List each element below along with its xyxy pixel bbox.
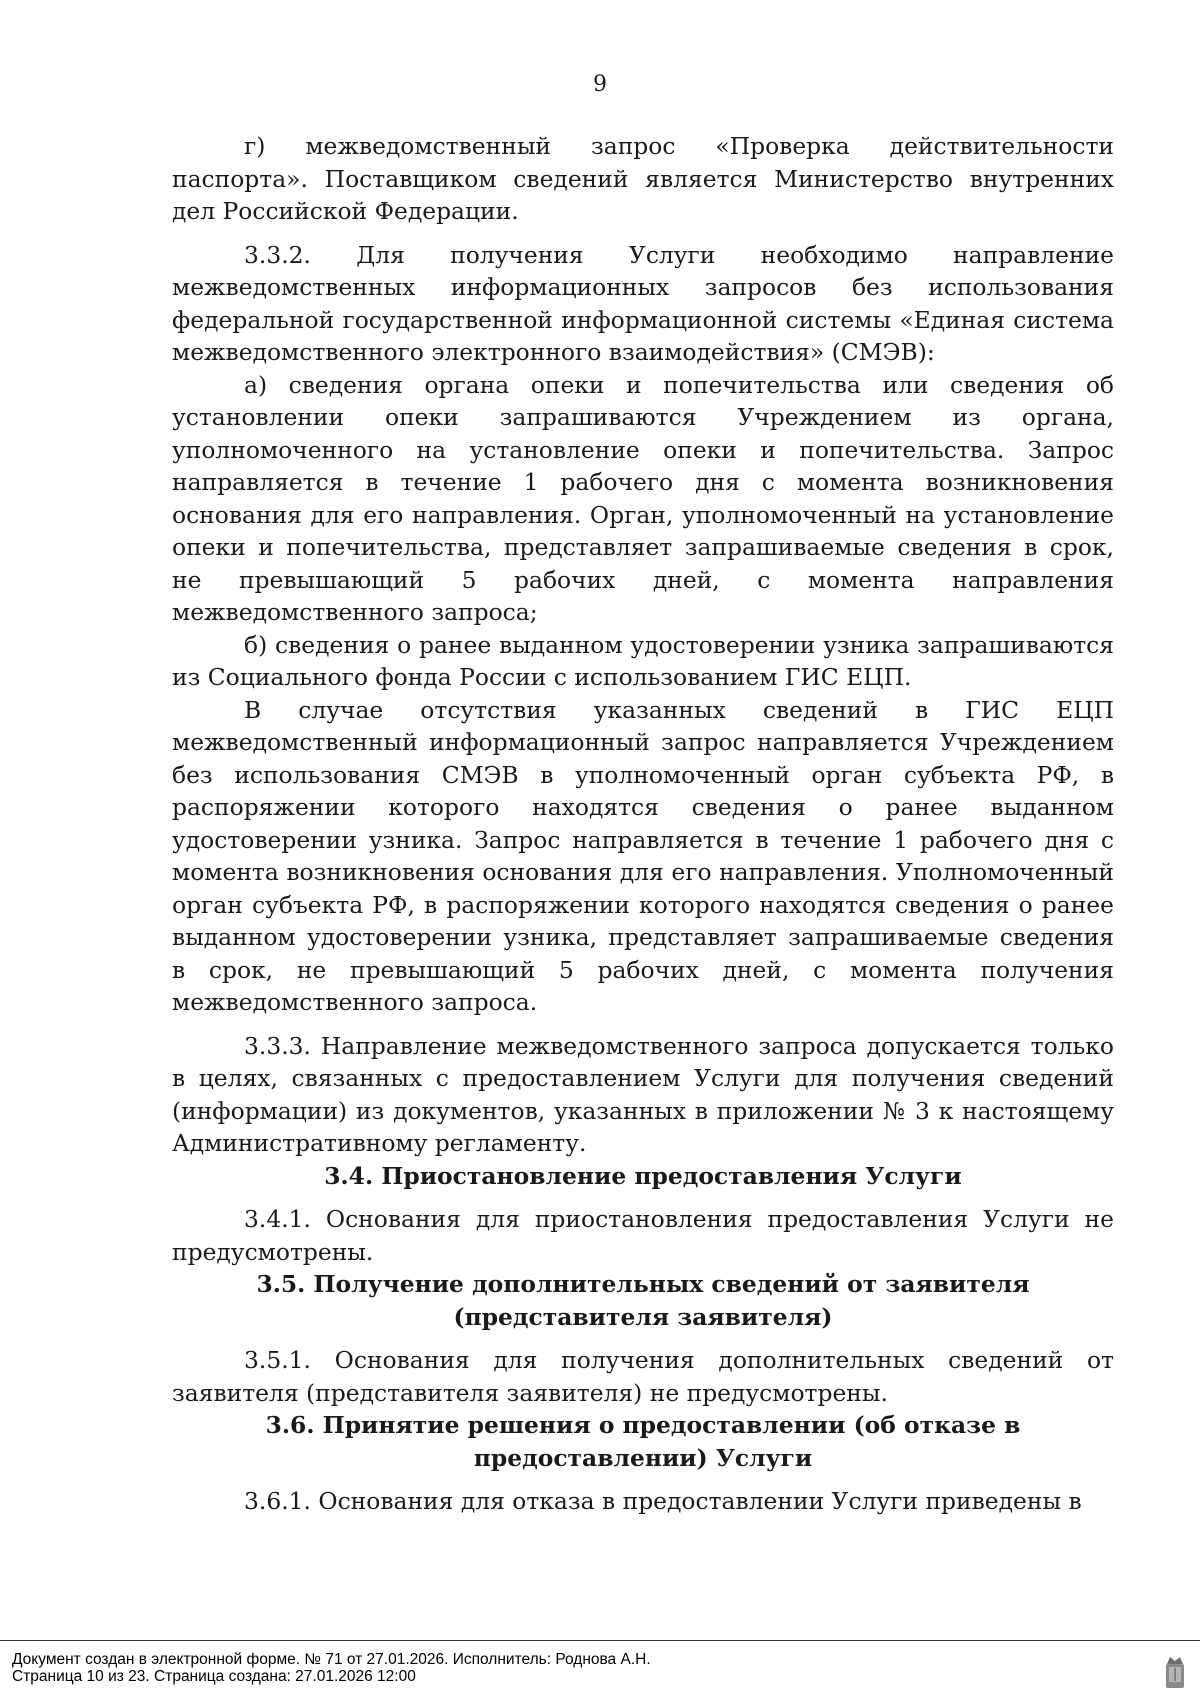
footer-line-created: Документ создан в электронной форме. № 71 от 27.01.2026. Исполнитель: Роднова А.Н.	[12, 1651, 651, 1668]
document-body	[172, 130, 1114, 1518]
paragraph-guardianship: а) сведения органа опеки и попечительства или сведения об установлении опеки запрашиваются Учреждением из органа, уполномоченного на установление опеки и попечительства. Запрос направляется в течение 1 рабочего дня с момента возникновения основания для его направления. Орган, уполномоченный на установление опеки и попечительства, представляет запрашиваемые сведения в срок, не превышающий 5 рабочих дней, с момента направления межведомственного запроса;	[172, 370, 1114, 626]
section-heading-3-6: 3.6. Принятие решения о предоставлении (об отказе в предоставлении) Услуги	[265, 1411, 1021, 1472]
paragraph-3-3-3: 3.3.3. Направление межведомственного запроса допускается только в целях, связанных с предоставлением Услуги для получения сведений (информации) из документов, указанных в приложении № 3 к настоящему Административному регламенту.	[172, 1031, 1114, 1157]
footer-text	[12, 1651, 651, 1685]
paragraph-3-6-1: 3.6.1. Основания для отказа в предоставлении Услуги приведены в	[244, 1487, 1082, 1515]
coat-of-arms-icon	[1164, 1654, 1186, 1690]
section-heading-3-5: 3.5. Получение дополнительных сведений от заявителя (представителя заявителя)	[256, 1270, 1030, 1331]
paragraph-3-4-1: 3.4.1. Основания для приостановления предоставления Услуги не предусмотрены.	[172, 1205, 1114, 1266]
paragraph-prisoner-certificate: б) сведения о ранее выданном удостоверении узника запрашиваются из Социального фонда России с использованием ГИС ЕЦП.	[172, 630, 1114, 691]
section-heading-3-4: 3.4. Приостановление предоставления Услуги	[324, 1161, 962, 1190]
paragraph-3-5-1: 3.5.1. Основания для получения дополнительных сведений от заявителя (представителя заявителя) не предусмотрены.	[172, 1346, 1114, 1407]
document-footer	[0, 1640, 1200, 1685]
paragraph-passport-check: г) межведомственный запрос «Проверка действительности паспорта». Поставщиком сведений является Министерство внутренних дел Российской Федерации.	[172, 132, 1114, 225]
paragraph-missing-data: В случае отсутствия указанных сведений в ГИС ЕЦП межведомственный информационный запрос направляется Учреждением без использования СМЭВ в уполномоченный орган субъекта РФ, в распоряжении которого находятся сведения о ранее выданном удостоверении узника. Запрос направляется в течение 1 рабочего дня с момента возникновения основания для его направления. Уполномоченный орган субъекта РФ, в распоряжении которого находятся сведения о ранее выданном удостоверении узника, представляет запрашиваемые сведения в срок, не превышающий 5 рабочих дней, с момента получения межведомственного запроса.	[172, 695, 1114, 1016]
page-number: 9	[593, 72, 607, 97]
footer-line-page: Страница 10 из 23. Страница создана: 27.01.2026 12:00	[12, 1668, 416, 1685]
paragraph-3-3-2: 3.3.2. Для получения Услуги необходимо направление межведомственных информационных запросов без использования федеральной государственной информационной системы «Единая система межведомственного электронного взаимодействия» (СМЭВ):	[172, 240, 1114, 366]
